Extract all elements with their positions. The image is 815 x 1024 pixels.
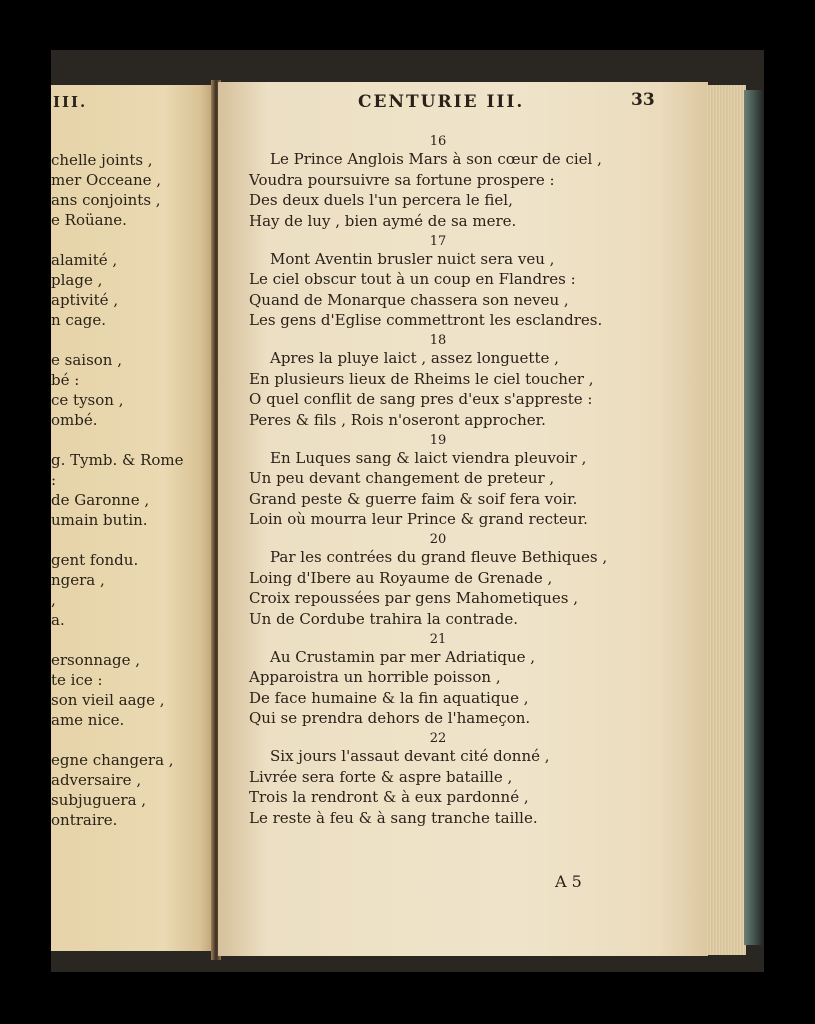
left-line: ans conjoints , xyxy=(51,191,161,209)
page-edges xyxy=(706,85,746,955)
verse-line: De face humaine & la fin aquatique , xyxy=(249,688,529,707)
left-line: alamité , xyxy=(51,251,118,269)
left-line: g. Tymb. & Rome xyxy=(51,451,184,469)
left-line: adversaire , xyxy=(51,771,142,789)
verse-line: Voudra poursuivre sa fortune prospere : xyxy=(249,170,555,189)
left-line: ombé. xyxy=(51,411,98,429)
book-scan xyxy=(51,50,764,972)
right-page xyxy=(218,82,708,956)
left-line: ersonnage , xyxy=(51,651,141,669)
left-line: mer Occeane , xyxy=(51,171,162,189)
quatrain-number: 18 xyxy=(429,333,447,348)
quatrain-number: 16 xyxy=(429,134,447,149)
verse-line: Six jours l'assaut devant cité donné , xyxy=(270,747,550,765)
quatrain-number: 17 xyxy=(429,233,447,249)
verse-line: Apres la pluye laict , assez longuette , xyxy=(270,349,559,367)
verse-line: Grand peste & guerre faim & soif fera voir. xyxy=(249,489,578,508)
left-line: son vieil aage , xyxy=(51,691,165,709)
left-line: n cage. xyxy=(51,311,107,329)
left-line: gent fondu. xyxy=(51,551,139,569)
verse-line: Livrée sera forte & aspre bataille , xyxy=(249,767,513,786)
quatrain-number: 20 xyxy=(429,532,447,547)
left-line: ngera , xyxy=(51,571,105,589)
left-line: aptivité , xyxy=(51,291,119,309)
left-line: ontraire. xyxy=(51,811,118,829)
verse-line: Apparoistra un horrible poisson , xyxy=(249,668,501,686)
left-line: : xyxy=(51,471,57,489)
verse-line: Trois la rendront & à eux pardonné , xyxy=(249,788,529,806)
verse-line: Quand de Monarque chassera son neveu , xyxy=(249,290,569,309)
quatrain-number: 22 xyxy=(429,731,447,746)
verse-line: Les gens d'Eglise commettront les esclandres. xyxy=(249,311,603,329)
left-line: , xyxy=(51,591,56,609)
running-head: CENTURIE III. xyxy=(358,92,525,112)
verse-line: Le reste à feu & à sang tranche taille. xyxy=(249,808,538,827)
left-line: de Garonne , xyxy=(51,491,150,509)
verse-line: Le ciel obscur tout à un coup en Flandres : xyxy=(249,270,576,288)
left-line: e saison , xyxy=(51,351,123,369)
left-line: a. xyxy=(51,611,65,629)
verse-line: Peres & fils , Rois n'oseront approcher. xyxy=(249,410,546,429)
quatrain-number: 19 xyxy=(429,432,447,448)
book-cover-edge xyxy=(744,90,764,945)
left-page xyxy=(51,85,213,951)
verse-line: Loin où mourra leur Prince & grand recteur. xyxy=(249,510,588,528)
verse-line: Hay de luy , bien aymé de sa mere. xyxy=(249,211,517,230)
left-line: te ice : xyxy=(51,671,103,689)
verse-line: Au Crustamin par mer Adriatique , xyxy=(270,647,536,666)
verse-line: Mont Aventin brusler nuict sera veu , xyxy=(270,249,555,268)
left-line: umain butin. xyxy=(51,511,148,529)
verse-line: Le Prince Anglois Mars à son cœur de ciel , xyxy=(270,150,602,168)
verse-line: Qui se prendra dehors de l'hameçon. xyxy=(249,709,531,727)
printer-signature: A 5 xyxy=(555,872,582,891)
left-running-head: III. xyxy=(53,93,88,111)
quatrain-number: 21 xyxy=(429,631,447,647)
verse-line: En plusieurs lieux de Rheims le ciel toucher , xyxy=(249,369,594,388)
left-line: chelle joints , xyxy=(51,151,153,169)
left-line: bé : xyxy=(51,371,80,389)
left-line: e Roüane. xyxy=(51,211,127,229)
verse-line: O quel conflit de sang pres d'eux s'appreste : xyxy=(249,390,593,408)
verse-line: Des deux duels l'un percera le fiel, xyxy=(249,191,513,209)
verse-line: Loing d'Ibere au Royaume de Grenade , xyxy=(249,568,553,587)
verse-line: Un de Cordube trahira la contrade. xyxy=(249,609,518,628)
left-line: subjuguera , xyxy=(51,791,147,809)
left-line: egne changera , xyxy=(51,751,174,769)
verse-line: Un peu devant changement de preteur , xyxy=(249,469,555,487)
verse-line: Par les contrées du grand fleuve Bethiques , xyxy=(270,548,608,566)
verse-line: Croix repoussées par gens Mahometiques , xyxy=(249,589,579,607)
page-number: 33 xyxy=(631,90,655,110)
left-line: plage , xyxy=(51,271,103,289)
verse-line: En Luques sang & laict viendra pleuvoir , xyxy=(270,448,587,467)
left-line: ce tyson , xyxy=(51,391,124,409)
left-line: ame nice. xyxy=(51,711,125,729)
